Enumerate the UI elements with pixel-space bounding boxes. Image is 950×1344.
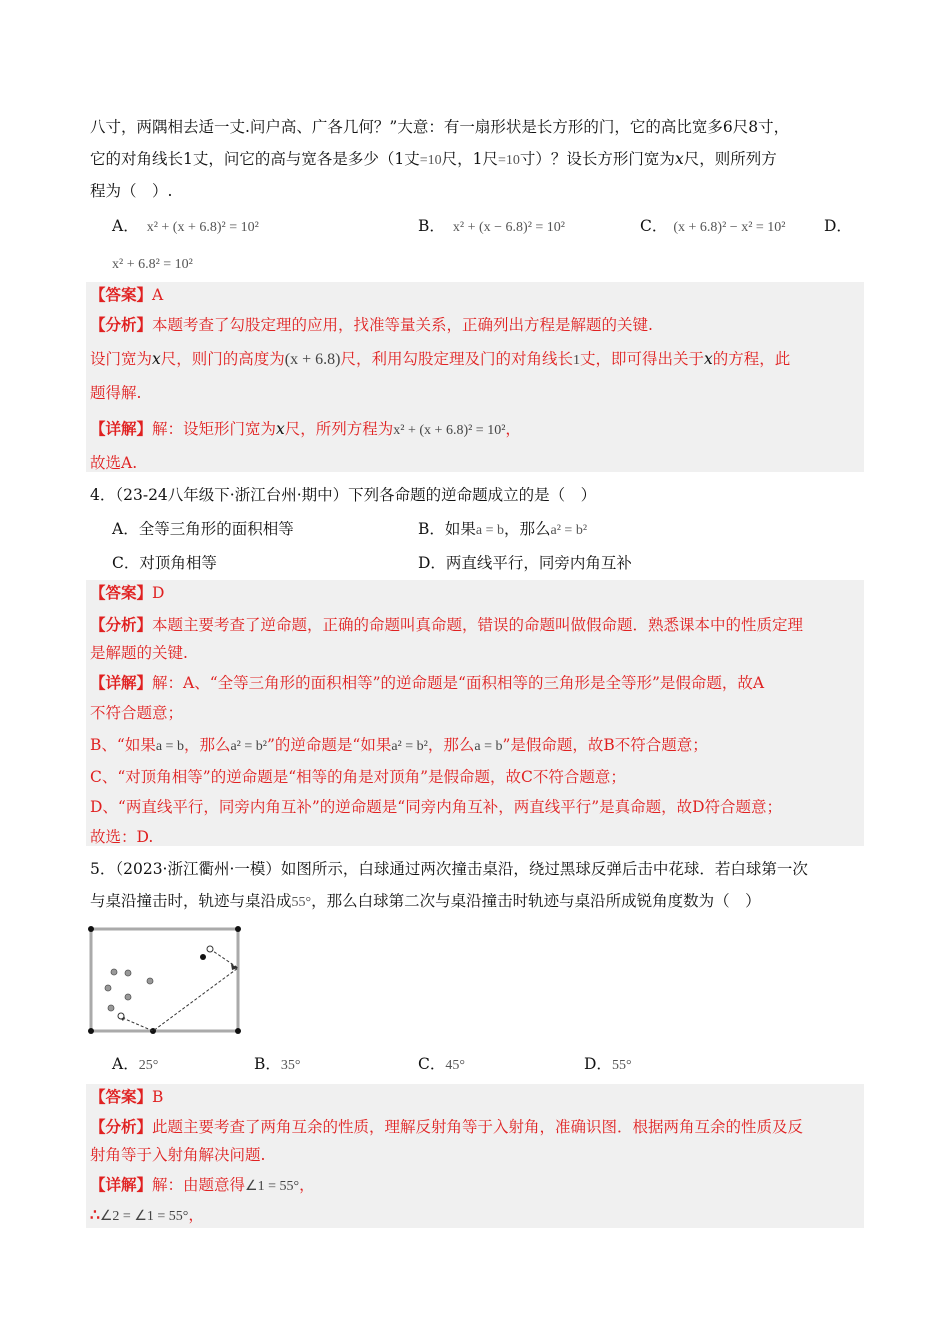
target-ball — [118, 1013, 124, 1019]
q4-detail-line5: D、“两直线平行，同旁内角互补”的逆命题是“同旁内角互补，两直线平行”是真命题，故D符合题意； — [90, 798, 783, 816]
q3-answer: 【答案】A — [90, 285, 164, 304]
q3-stem-line1: 八寸，两隅相去适一丈.问户高、广各几何？”大意：有一扇形状是长方形的门，它的高比宽多6尺8寸， — [90, 118, 790, 136]
q5-option-a: A．25° — [112, 1055, 159, 1073]
q3-analysis-line3: 题得解. — [90, 384, 142, 402]
q3-detail-line2: 故选A. — [90, 454, 138, 472]
q5-stem-line2: 与桌沿撞击时，轨迹与桌沿成55°，那么白球第二次与桌沿撞击时轨迹与桌沿所成锐角度数为（ ） — [90, 892, 761, 910]
table-rail — [91, 929, 238, 1031]
q4-detail-line1: 【详解】解：A、“全等三角形的面积相等”的逆命题是“面积相等的三角形是全等形”是假命题，故A — [90, 673, 765, 692]
pocket-top-right — [235, 926, 241, 932]
q4-stem: 4．（23-24八年级下·浙江台州·期中）下列各命题的逆命题成立的是（ ） — [90, 486, 597, 504]
q5-option-d: D．55° — [584, 1055, 632, 1073]
q3-stem-line3: 程为（ ）. — [90, 182, 173, 200]
q4-analysis-line2: 是解题的关键. — [90, 644, 188, 662]
q3-option-a: A． x² + (x + 6.8)² = 10² — [112, 217, 259, 235]
color-ball — [111, 969, 117, 975]
billiard-table-figure — [86, 924, 244, 1036]
q5-answer: 【答案】B — [90, 1087, 164, 1106]
q4-option-c: C．对顶角相等 — [112, 554, 217, 572]
pocket-bottom-right — [235, 1028, 241, 1034]
color-ball — [147, 978, 153, 984]
q5-analysis-line2: 射角等于入射角解决问题. — [90, 1146, 266, 1164]
q3-option-d-letter: D． — [824, 217, 852, 235]
color-ball — [108, 1005, 114, 1011]
q5-detail-line2: ∴∠2 = ∠1 = 55°， — [90, 1205, 204, 1224]
q4-option-b: B．如果a = b，那么a² = b² — [418, 520, 588, 538]
q4-detail-line2: 不符合题意； — [90, 704, 184, 722]
pocket-bottom-left — [88, 1028, 94, 1034]
q4-option-d: D．两直线平行，同旁内角互补 — [418, 554, 632, 572]
q5-detail-line1: 【详解】解：由题意得∠1 = 55°， — [90, 1175, 315, 1194]
white-ball — [207, 946, 213, 952]
q4-answer: 【答案】D — [90, 583, 165, 602]
q5-option-b: B．35° — [254, 1055, 301, 1073]
q3-detail-line1: 【详解】解：设矩形门宽为x尺，所列方程为x² + (x + 6.8)² = 10²， — [90, 419, 521, 438]
q4-detail-line6: 故选：D. — [90, 828, 154, 846]
color-ball — [105, 985, 111, 991]
q3-analysis-line2: 设门宽为x尺，则门的高度为(x + 6.8)尺，利用勾股定理及门的对角线长1丈，即可得出关于x的方程，此 — [90, 350, 791, 368]
q5-option-c: C．45° — [418, 1055, 465, 1073]
q3-option-d-expr: x² + 6.8² = 10² — [112, 257, 193, 272]
q3-stem-line2: 它的对角线长1丈，问它的高与宽各是多少（1丈=10尺，1尺=10寸）？设长方形门宽为x尺，则所列方 — [90, 150, 777, 168]
q4-option-a: A．全等三角形的面积相等 — [112, 520, 294, 538]
q4-detail-line3: B、“如果a = b，那么a² = b²”的逆命题是“如果a² = b²，那么a = b”是假命题，故B不符合题意； — [90, 736, 708, 754]
q3-option-b: B． x² + (x − 6.8)² = 10² — [418, 217, 565, 235]
black-ball — [200, 954, 206, 960]
q5-analysis-line1: 【分析】此题主要考查了两角互余的性质，理解反射角等于入射角，准确识图．根据两角互余的性质及反 — [90, 1117, 804, 1136]
color-ball — [125, 970, 131, 976]
q3-analysis-line1: 【分析】本题考查了勾股定理的应用，找准等量关系，正确列出方程是解题的关键. — [90, 315, 653, 334]
q4-detail-line4: C、“对顶角相等”的逆命题是“相等的角是对顶角”是假命题，故C不符合题意； — [90, 768, 626, 786]
pocket-top-left — [88, 926, 94, 932]
color-ball — [125, 994, 131, 1000]
q4-analysis-line1: 【分析】本题主要考查了逆命题，正确的命题叫真命题，错误的命题叫做假命题．熟悉课本中的性质定理 — [90, 615, 804, 634]
q3-solution-box — [86, 282, 864, 472]
q3-option-c: C． (x + 6.8)² − x² = 10² — [640, 217, 786, 235]
q5-stem-line1: 5．（2023·浙江衢州·一模）如图所示，白球通过两次撞击桌沿，绕过黑球反弹后击中花球．若白球第一次 — [90, 860, 808, 878]
